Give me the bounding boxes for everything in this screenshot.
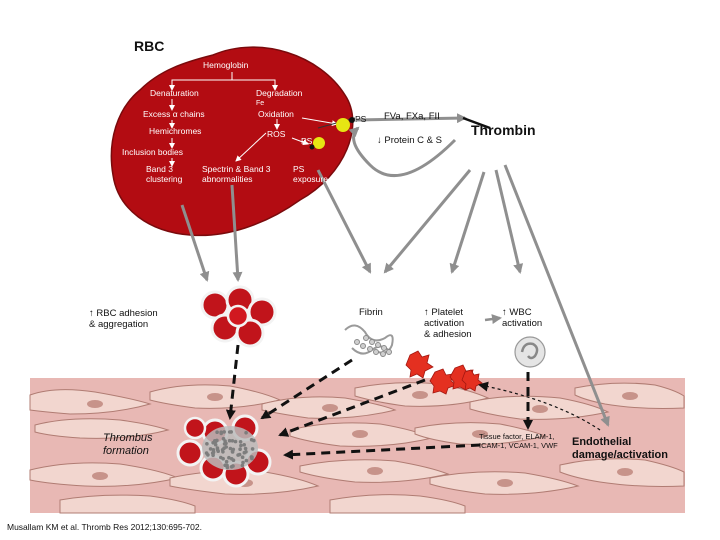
fibrin-dot (230, 457, 234, 461)
ps-dot-inner (313, 137, 325, 149)
label-degradation: Degradation (256, 88, 303, 98)
label-hemichromes: Hemichromes (149, 126, 202, 136)
endothelial-nucleus (92, 472, 108, 480)
figure-title: RBC (134, 38, 165, 54)
fibrin-dot (205, 442, 209, 446)
fibrin-dot (244, 447, 248, 451)
fibrin-dot (226, 466, 230, 470)
fibrin-dot (221, 450, 225, 454)
endothelial-nucleus (412, 391, 428, 399)
endothelial-nucleus (87, 400, 103, 408)
fibrin-dot (222, 446, 226, 450)
endothelial-nucleus (622, 392, 638, 400)
fibrin-dot (212, 448, 216, 452)
label-factors: FVa, FXa, FII (384, 111, 440, 122)
fibrin-dot (221, 457, 225, 461)
fibrin-dot (239, 444, 243, 448)
fibrin-dot (243, 451, 247, 455)
label-thrombus-formation: Thrombus formation (103, 432, 153, 457)
arrow-ps-to-fibrin (318, 170, 370, 272)
fibrin-dot (239, 440, 243, 444)
label-oxidation: Oxidation (258, 109, 294, 119)
endothelial-nucleus (207, 393, 223, 401)
label-ros: ROS (267, 129, 286, 139)
ps-dot-outer (336, 118, 350, 132)
platelet (406, 351, 433, 378)
label-inclusion-bodies: Inclusion bodies (122, 147, 183, 157)
fibrin-dot (225, 460, 229, 464)
fibrin-dot (241, 461, 245, 465)
fibrin-dot (214, 443, 218, 447)
fibrin-dot (231, 464, 235, 468)
fibrin-dot (228, 430, 232, 434)
wbc (515, 337, 545, 367)
label-fe: Fe (256, 100, 265, 107)
fibrin-dot (234, 440, 238, 444)
fibrin-dot (213, 439, 217, 443)
label-band3-clustering: Band 3 clustering (146, 164, 183, 184)
arrow-thrombin-to-wbc (496, 170, 520, 272)
endothelial-nucleus (617, 468, 633, 476)
arrow-platelet-to-wbc (485, 318, 500, 320)
fibrin-dot (229, 447, 233, 451)
label-ps-outer: PS (355, 114, 367, 124)
label-endothelial-damage: Endothelial damage/activation (572, 436, 668, 461)
label-fibrin: Fibrin (359, 307, 383, 318)
endothelial-nucleus (352, 430, 368, 438)
fibrin-dot (244, 431, 248, 435)
citation: Musallam KM et al. Thromb Res 2012;130:695-702. (7, 522, 202, 532)
fibrin-dot (250, 438, 254, 442)
fibrin-strands (345, 325, 393, 356)
fibrin-dot (222, 430, 226, 434)
label-rbc-adhesion: ↑ RBC adhesion & aggregation (89, 308, 158, 330)
label-hemoglobin: Hemoglobin (203, 60, 249, 70)
endothelial-nucleus (532, 405, 548, 413)
fibrin-dot (231, 439, 235, 443)
endothelial-nucleus (367, 467, 383, 475)
label-denaturation: Denaturation (150, 88, 199, 98)
fibrin-dot (216, 448, 220, 452)
label-protein-cs: ↓ Protein C & S (377, 135, 442, 146)
fibrin-dot (205, 451, 209, 455)
fibrin-dot (238, 447, 242, 451)
label-platelet-activation: ↑ Platelet activation & adhesion (424, 307, 472, 340)
fibrin-dot (250, 457, 254, 461)
fibrin-dot (223, 442, 227, 446)
endothelial-nucleus (497, 479, 513, 487)
label-wbc-activation: ↑ WBC activation (502, 307, 543, 329)
fibrin-dot (222, 437, 226, 441)
fibrin-dot (245, 459, 249, 463)
fibrin-dot (236, 453, 240, 457)
label-excess-alpha-chains: Excess α chains (143, 109, 205, 119)
label-ps-inner: PS (301, 136, 313, 146)
label-thrombin: Thrombin (471, 122, 536, 138)
label-tissue-factor: Tissue factor, ELAM-1, ICAM-1, VCAM-1, VWF (479, 432, 558, 450)
fibrin-dot (242, 443, 246, 447)
rbc-aggregate (202, 287, 275, 346)
label-ps-exposure: PS exposure (293, 164, 328, 184)
fibrin-dot (251, 447, 255, 451)
endothelial-nucleus (322, 404, 338, 412)
fibrin-dot (241, 455, 245, 459)
fibrin-dot (215, 430, 219, 434)
label-spectrin-band3: Spectrin & Band 3 abnormalities (202, 164, 271, 184)
